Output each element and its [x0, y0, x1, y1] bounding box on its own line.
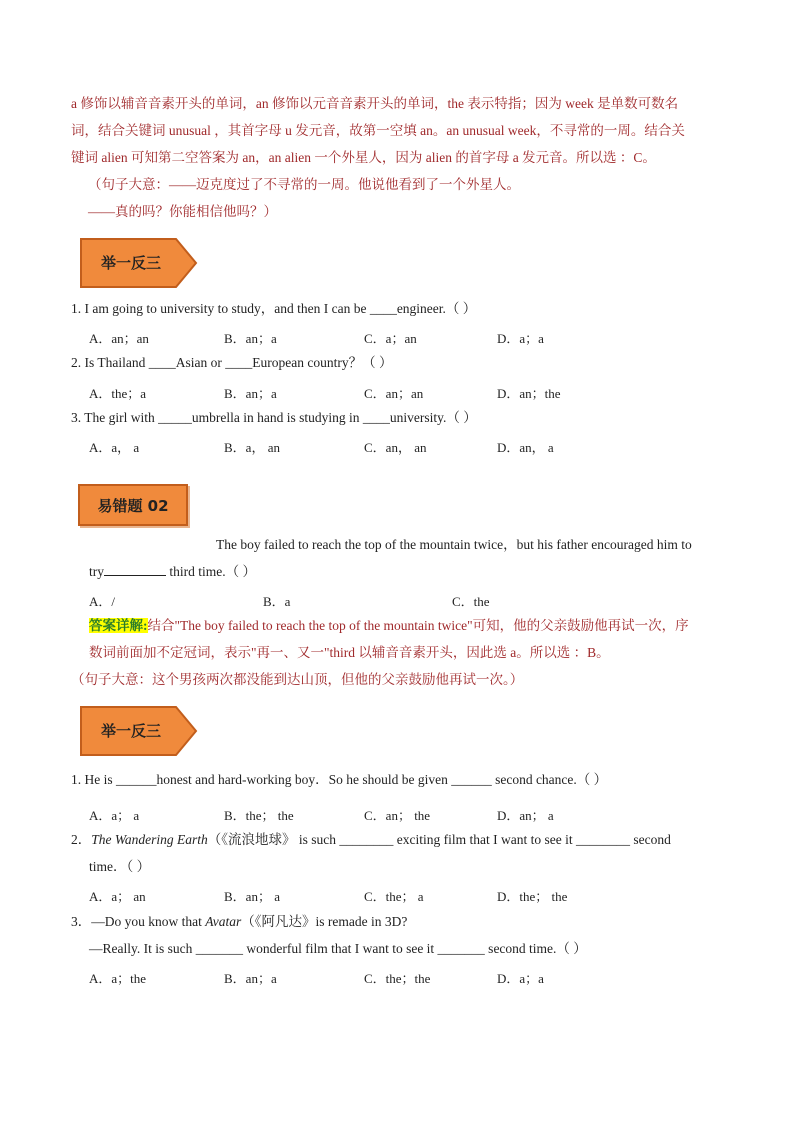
question-2: [71, 826, 671, 853]
q2-text: （《流浪地球》 is such ________ exciting film that I want to see it ________ second: [207, 832, 671, 847]
question-3-line-2: —Really. It is such _______ wonderful film that I want to see it _______ second time.（ ）: [89, 941, 587, 956]
answer-blank: [104, 563, 166, 576]
option-a: A．/: [89, 594, 116, 609]
mistake-q-pre: try: [89, 564, 104, 579]
option-c: C．an， an: [364, 440, 427, 455]
banner-title: 举一反三: [100, 254, 161, 272]
option-c: C．a；an: [364, 331, 417, 346]
mistake-title-box: [78, 484, 188, 526]
option-a: A．a； an: [89, 889, 146, 904]
option-b: B．the； the: [224, 808, 294, 823]
section-banner-2: [80, 706, 196, 756]
question-1: 1. I am going to university to study，and then I can be ____engineer.（ ）: [71, 301, 477, 316]
option-d: D．an； a: [497, 808, 554, 823]
mistake-question-line-1: The boy failed to reach the top of the mountain twice，but his father encouraged him to: [216, 537, 692, 552]
mistake-title: 易错题 02: [97, 497, 169, 515]
explanation-line-2: 词，结合关键词 unusual ，其首字母 u 发元音，故第一空填 an。an unusual week，不寻常的一周。结合关: [71, 123, 685, 138]
explanation-line-5: ——真的吗？你能相信他吗？）: [88, 204, 277, 219]
explanation-line-4: （句子大意：——迈克度过了不寻常的一周。他说他看到了一个外星人。: [88, 177, 520, 192]
section-banner-1: [80, 238, 196, 288]
option-b: B．an；a: [224, 971, 277, 986]
answer-label: 答案详解:: [89, 618, 148, 633]
option-a: A．a； a: [89, 808, 140, 823]
question-2-line-2: time．（ ）: [89, 859, 151, 874]
mistake-q-post: third time.（ ）: [166, 564, 256, 579]
question-1: 1. He is ______honest and hard-working boy．So he should be given ______ second chance.（ ）: [71, 772, 608, 787]
option-c: C．the: [452, 594, 490, 609]
option-a: A．an；an: [89, 331, 149, 346]
answer-explanation-line-2: 数词前面加不定冠词，表示"再一、又一"third 以辅音音素开头，因此选 a。所以选 ：B。: [89, 645, 610, 660]
option-d: D．an， a: [497, 440, 554, 455]
option-d: D．a；a: [497, 971, 544, 986]
q2-number: 2．: [71, 832, 92, 847]
option-b: B．an；a: [224, 386, 277, 401]
option-c: C．an； the: [364, 808, 431, 823]
option-c: C．an；an: [364, 386, 424, 401]
answer-explanation-line-1: [89, 612, 689, 639]
answer-translation: （句子大意：这个男孩两次都没能到达山顶，但他的父亲鼓励他再试一次。）: [71, 672, 524, 687]
q3-pre: 3．—Do you know that: [71, 914, 206, 929]
banner-title: 举一反三: [100, 722, 161, 740]
option-b: B．a: [263, 594, 291, 609]
option-d: D．an；the: [497, 386, 561, 401]
question-2: 2. Is Thailand ____Asian or ____European country？（ ）: [71, 355, 393, 370]
option-b: B．a， an: [224, 440, 280, 455]
mistake-question-line-2: [89, 558, 256, 585]
explanation-line-1: a 修饰以辅音音素开头的单词，an 修饰以元音音素开头的单词，the 表示特指；因为 week 是单数可数名: [71, 96, 679, 111]
question-3: 3. The girl with _____umbrella in hand is studying in ____university.（ ）: [71, 410, 477, 425]
option-d: D．a；a: [497, 331, 544, 346]
option-b: B．an； a: [224, 889, 280, 904]
option-d: D．the； the: [497, 889, 568, 904]
question-3: [71, 908, 407, 935]
explanation-line-3: 键词 alien 可知第二空答案为 an，an alien 一个外星人，因为 alien 的首字母 a 发元音。所以选 ：C。: [71, 150, 656, 165]
option-a: A．the；a: [89, 386, 147, 401]
q2-film-title: The Wandering Earth: [91, 832, 208, 847]
option-a: A．a， a: [89, 440, 140, 455]
q3-film-title: Avatar: [205, 914, 242, 929]
option-b: B．an；a: [224, 331, 277, 346]
option-c: C．the； a: [364, 889, 424, 904]
option-a: A．a；the: [89, 971, 147, 986]
option-c: C．the；the: [364, 971, 431, 986]
answer-text-1: 结合"The boy failed to reach the top of the mountain twice"可知，他的父亲鼓励他再试一次，序: [147, 618, 689, 633]
q3-post: （《阿凡达》is remade in 3D?: [241, 914, 408, 929]
